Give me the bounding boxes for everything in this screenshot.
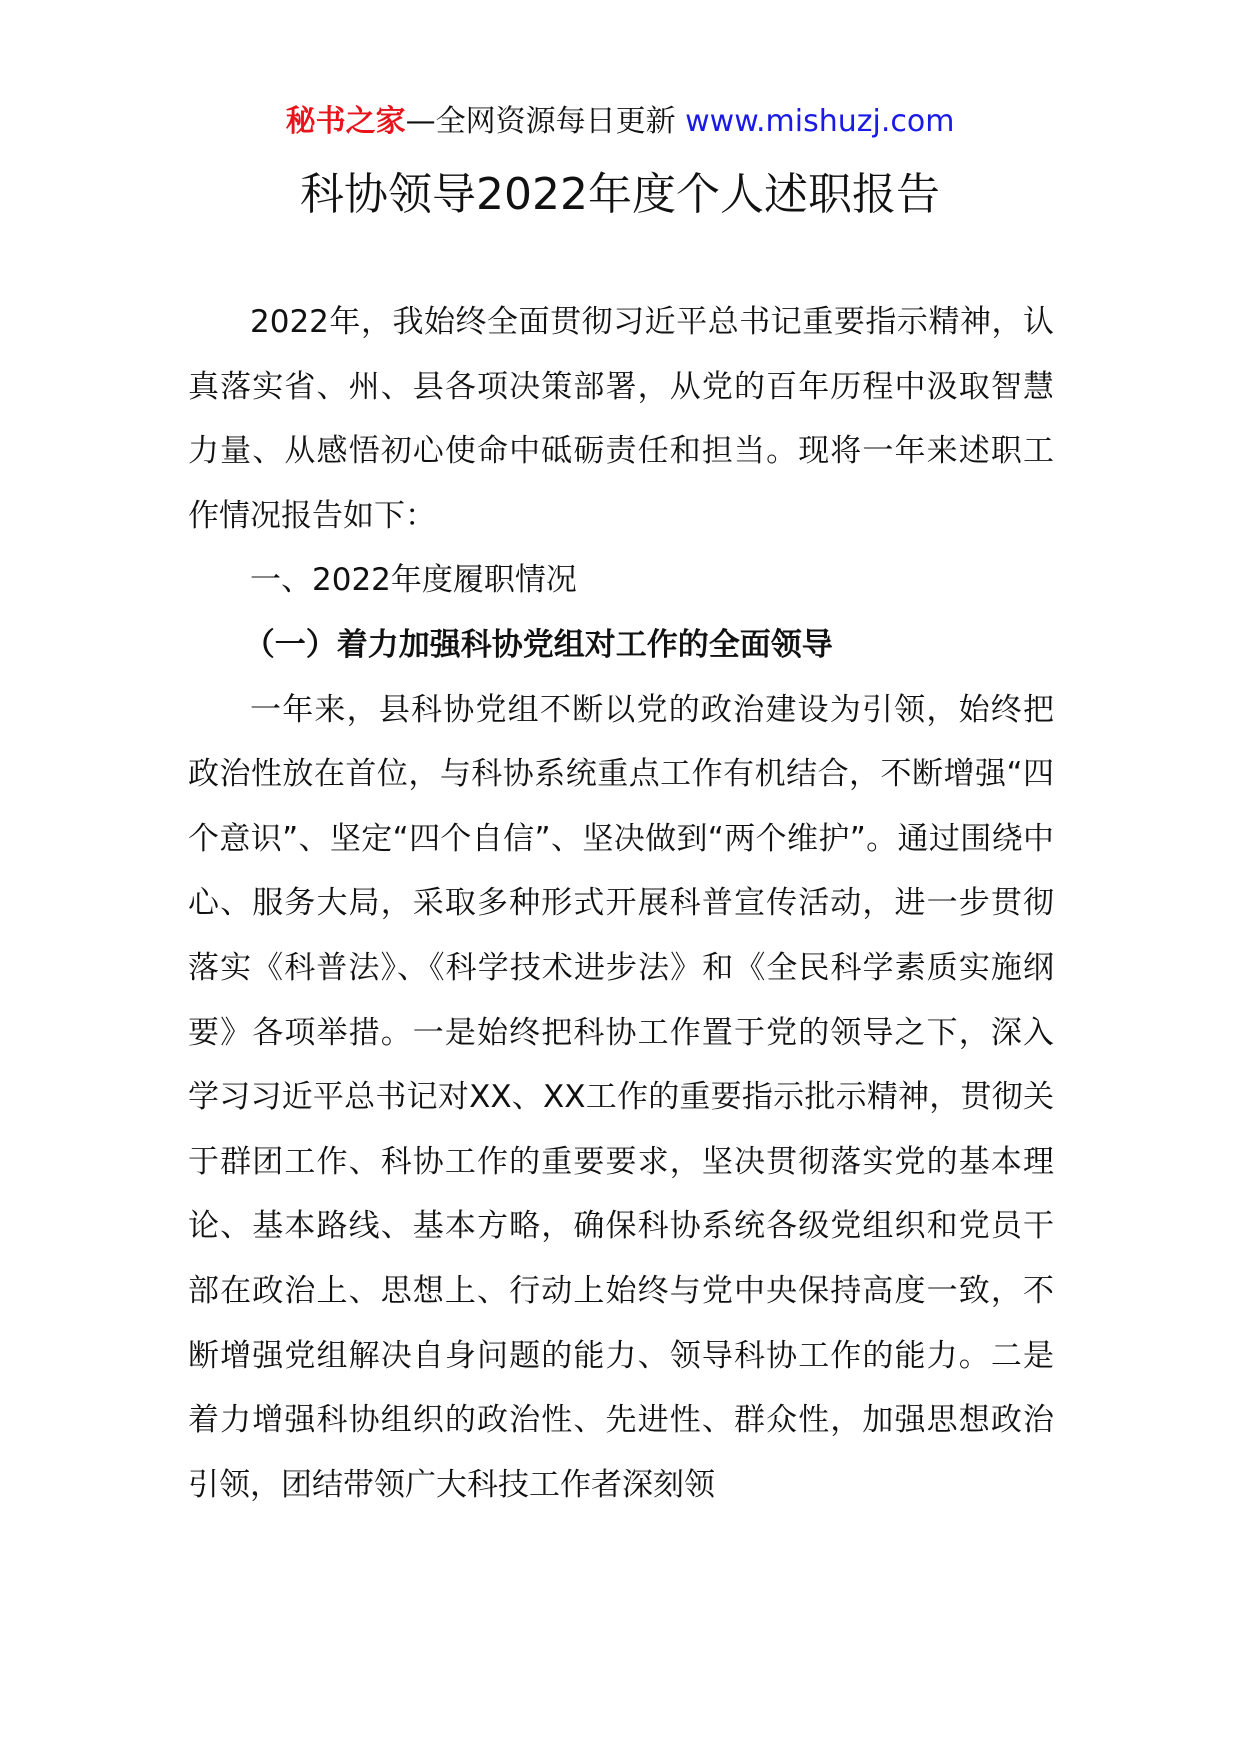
- section-heading: 一、2022年度履职情况: [250, 562, 577, 599]
- document-body: [188, 290, 1054, 1517]
- site-slogan: —全网资源每日更新: [405, 104, 686, 139]
- site-header: [0, 100, 1240, 144]
- intro-paragraph: 2022年，我始终全面贯彻习近平总书记重要指示精神，认真落实省、州、县各项决策部署，从党的百年历程中汲取智慧力量、从感悟初心使命中砥砺责任和担当。现将一年来述职工作情况报告如下：: [188, 304, 1054, 534]
- brand-name: 秘书之家: [285, 104, 406, 139]
- subsection-heading: （一）着力加强科协党组对工作的全面领导: [243, 626, 833, 663]
- site-url-link[interactable]: www.mishuzj.com: [685, 104, 955, 139]
- document-title: 科协领导2022年度个人述职报告: [300, 169, 940, 220]
- body-paragraph: 一年来，县科协党组不断以党的政治建设为引领，始终把政治性放在首位，与科协系统重点工作有机结合，不断增强“四个意识”、坚定“四个自信”、坚决做到“两个维护”。通过围绕中心、服务大局，采取多种形式开展科普宣传活动，进一步贯彻落实《科普法》、《科学技术进步法》和《全民科学素质实施纲要》各项举措。一是始终把科协工作置于党的领导之下，深入学习习近平总书记对XX、XX工作的重要指示批示精神，贯彻关于群团工作、科协工作的重要要求，坚决贯彻落实党的基本理论、基本路线、基本方略，确保科协系统各级党组织和党员干部在政治上、思想上、行动上始终与党中央保持高度一致，不断增强党组解决自身问题的能力、领导科协工作的能力。二是着力增强科协组织的政治性、先进性、群众性，加强思想政治引领，团结带领广大科技工作者深刻领: [188, 691, 1054, 1503]
